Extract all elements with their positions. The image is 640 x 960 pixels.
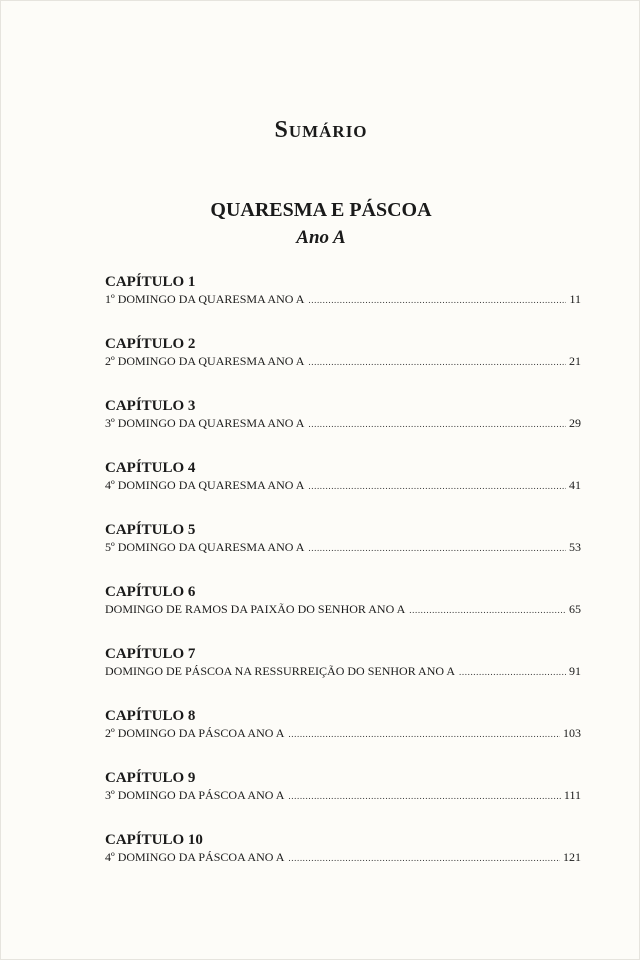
entry-title: 2º DOMINGO DA PÁSCOA ANO A — [105, 726, 285, 740]
chapter-label: CAPÍTULO 9 — [105, 770, 196, 786]
page-number: 11 — [569, 292, 581, 306]
toc-chapter-7[interactable] — [105, 645, 581, 707]
entry-title: 4º DOMINGO DA PÁSCOA ANO A — [105, 850, 285, 864]
chapter-label: CAPÍTULO 8 — [105, 708, 196, 724]
entry-title: DOMINGO DE RAMOS DA PAIXÃO DO SENHOR ANO A — [105, 602, 406, 616]
toc-entry[interactable] — [105, 477, 581, 493]
toc-entry[interactable] — [105, 787, 581, 803]
toc-chapter-9[interactable] — [105, 769, 581, 831]
page-number: 91 — [569, 664, 581, 678]
entry-title: 5º DOMINGO DA QUARESMA ANO A — [105, 540, 305, 554]
toc-chapter-2[interactable] — [105, 335, 581, 397]
page-number: 29 — [569, 416, 581, 430]
table-of-contents — [105, 273, 581, 893]
chapter-label: CAPÍTULO 7 — [105, 646, 196, 662]
chapter-label: CAPÍTULO 2 — [105, 336, 196, 352]
toc-chapter-3[interactable] — [105, 397, 581, 459]
page-number: 53 — [569, 540, 581, 554]
toc-entry[interactable] — [105, 601, 581, 617]
chapter-label: CAPÍTULO 6 — [105, 584, 196, 600]
dot-leader — [288, 850, 560, 864]
toc-entry[interactable] — [105, 725, 581, 741]
toc-chapter-1[interactable] — [105, 273, 581, 335]
entry-title: 3º DOMINGO DA QUARESMA ANO A — [105, 416, 305, 430]
chapter-label: CAPÍTULO 4 — [105, 460, 196, 476]
toc-entry[interactable] — [105, 663, 581, 679]
entry-title: 4º DOMINGO DA QUARESMA ANO A — [105, 478, 305, 492]
toc-chapter-4[interactable] — [105, 459, 581, 521]
page-title: Sumário — [274, 117, 368, 143]
chapter-label: CAPÍTULO 10 — [105, 832, 203, 848]
entry-title: 2º DOMINGO DA QUARESMA ANO A — [105, 354, 305, 368]
chapter-label: CAPÍTULO 5 — [105, 522, 196, 538]
toc-entry[interactable] — [105, 291, 581, 307]
page-number: 21 — [569, 354, 581, 368]
dot-leader — [459, 664, 566, 678]
section-title: QUARESMA E PÁSCOA — [210, 199, 432, 221]
toc-chapter-8[interactable] — [105, 707, 581, 769]
dot-leader — [308, 416, 566, 430]
dot-leader — [288, 726, 560, 740]
dot-leader — [409, 602, 566, 616]
entry-title: 1º DOMINGO DA QUARESMA ANO A — [105, 292, 305, 306]
chapter-label: CAPÍTULO 3 — [105, 398, 196, 414]
entry-title: 3º DOMINGO DA PÁSCOA ANO A — [105, 788, 285, 802]
entry-title: DOMINGO DE PÁSCOA NA RESSURREIÇÃO DO SENHOR ANO A — [105, 664, 456, 678]
toc-entry[interactable] — [105, 539, 581, 555]
dot-leader — [308, 478, 566, 492]
toc-chapter-6[interactable] — [105, 583, 581, 645]
toc-chapter-5[interactable] — [105, 521, 581, 583]
dot-leader — [288, 788, 560, 802]
toc-entry[interactable] — [105, 353, 581, 369]
toc-entry[interactable] — [105, 415, 581, 431]
page-number: 65 — [569, 602, 581, 616]
toc-chapter-10[interactable] — [105, 831, 581, 893]
dot-leader — [308, 540, 566, 554]
dot-leader — [308, 292, 566, 306]
page-number: 41 — [569, 478, 581, 492]
toc-entry[interactable] — [105, 849, 581, 865]
section-subtitle: Ano A — [296, 227, 346, 248]
page-number: 111 — [563, 788, 581, 802]
page-number: 121 — [563, 850, 581, 864]
page-number: 103 — [563, 726, 581, 740]
chapter-label: CAPÍTULO 1 — [105, 274, 196, 290]
dot-leader — [308, 354, 566, 368]
